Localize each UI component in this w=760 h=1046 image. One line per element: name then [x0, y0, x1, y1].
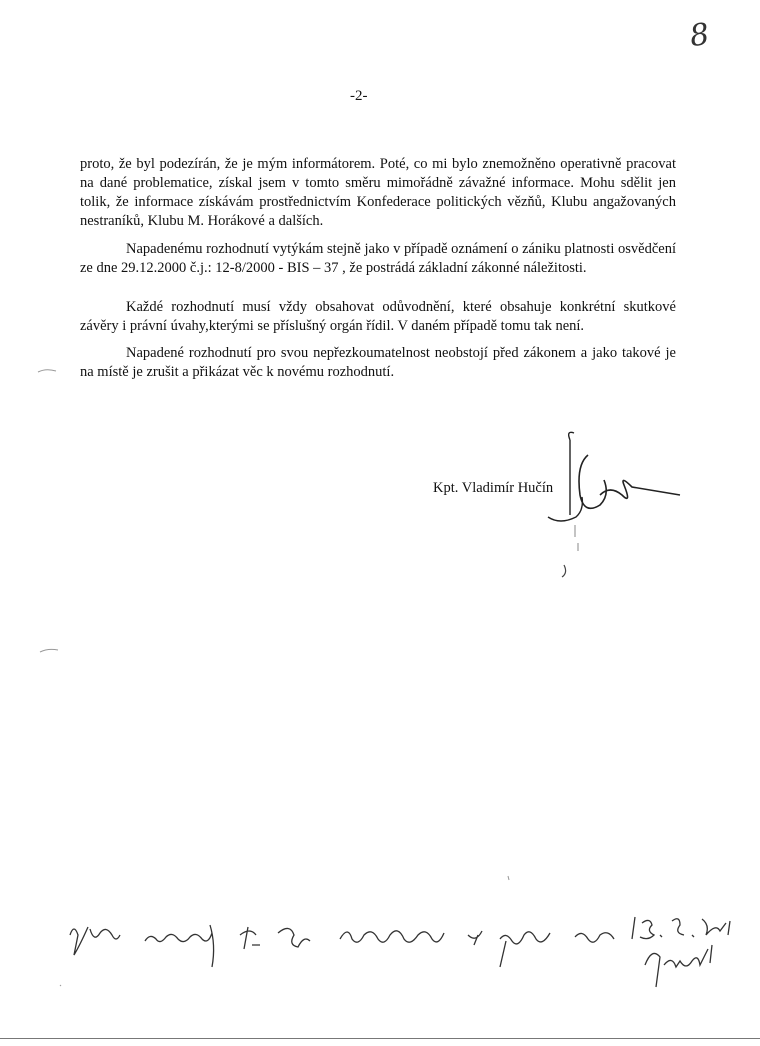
paragraph-1: proto, že byl podezírán, že je mým informátorem. Poté, co mi bylo znemožněno operativně pracovat na dané problematice, získal jsem v tomto směru mimořádně závažné informace. Mohu sdělit jen tolik, že informace získávám prostřednictvím Konfederace politických vězňů, Klubu angažovaných nestraníků, Klubu M. Horákové a dalších. [80, 156, 676, 229]
page-bottom-edge [0, 1038, 760, 1039]
page-header: -2- [350, 88, 368, 104]
paragraph-2: Napadenému rozhodnutí vytýkám stejně jako v případě oznámení o zániku platnosti osvědčení ze dne 29.12.2000 č.j.: 12-8/2000 - BIS – 37 , že postrádá základní zákonné náležitosti. [80, 241, 676, 276]
handwritten-page-number: 8 [687, 16, 712, 55]
paragraph-4: Napadené rozhodnutí pro svou nepřezkoumatelnost neobstojí před zákonem a jako takové je na místě je zrušit a přikázat věc k novému rozhodnutí. [80, 345, 676, 380]
signature-name: Kpt. Vladimír Hučín [433, 480, 554, 496]
handwritten-note-scribble [60, 905, 740, 995]
paragraph-3: Každé rozhodnutí musí vždy obsahovat odůvodnění, které obsahuje konkrétní skutkové závěry i právní úvahy,kterými se příslušný orgán řídil. V daném případě tomu tak není. [80, 299, 676, 334]
